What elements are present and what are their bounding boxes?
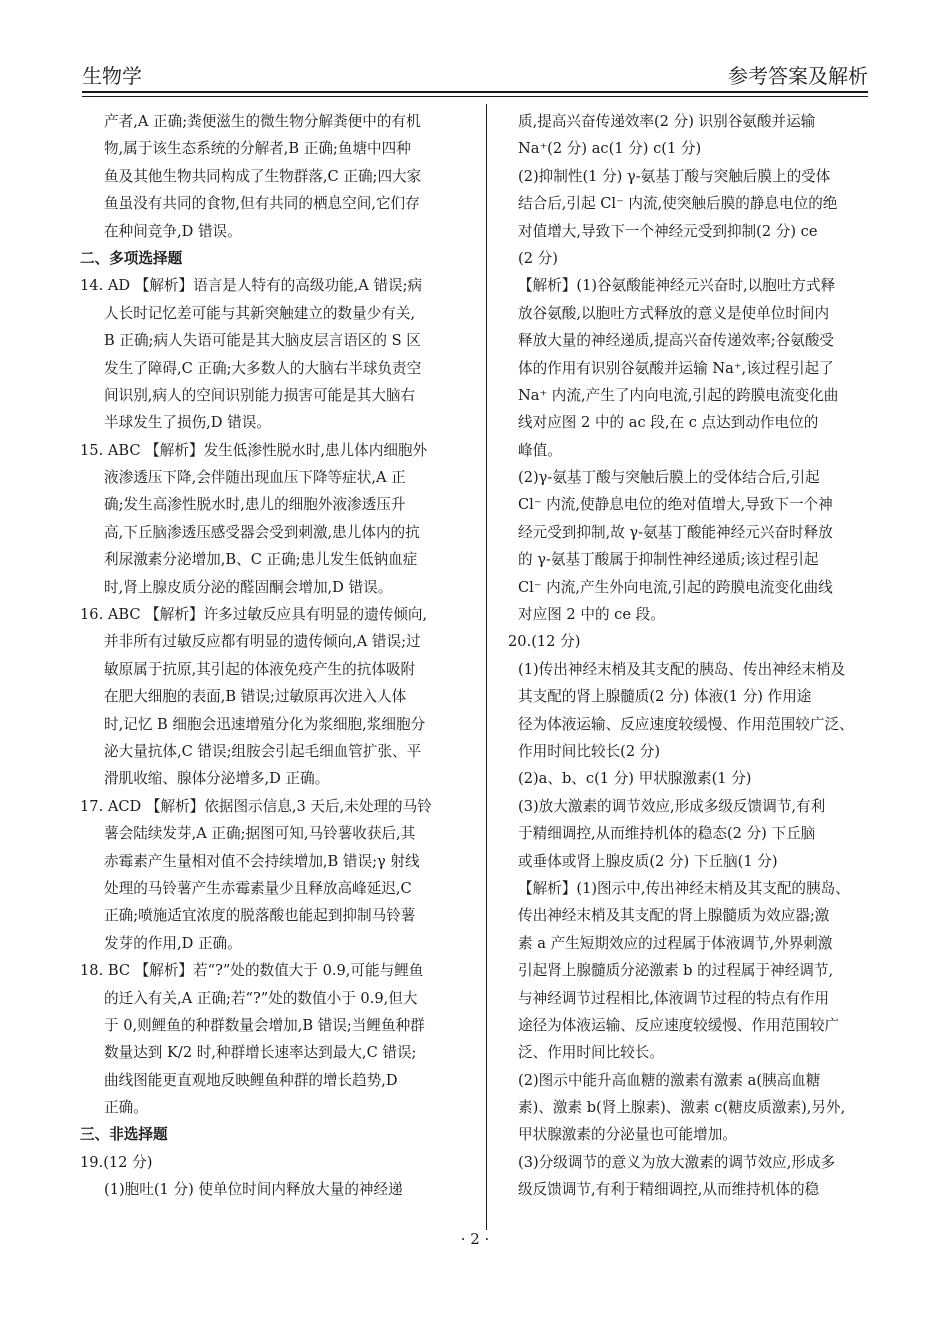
text-line: 级反馈调节,有利于精细调控,从而维持机体的稳 — [518, 1181, 820, 1199]
text-line: 在肥大细胞的表面,B 错误;过敏原再次进入人体 — [104, 688, 407, 706]
text-line: 19.(12 分) — [80, 1153, 153, 1171]
text-line: 确;发生高渗性脱水时,患儿的细胞外液渗透压升 — [104, 496, 406, 514]
page-header — [82, 58, 868, 90]
text-line: 利尿激素分泌增加,B、C 正确;患儿发生低钠血症 — [104, 551, 418, 569]
text-line: 或垂体或肾上腺皮质(2 分) 下丘脑(1 分) — [518, 852, 778, 870]
right-column — [508, 108, 874, 1204]
text-line: 素)、激素 b(肾上腺素)、激素 c(糖皮质激素),另外, — [518, 1099, 846, 1117]
text-line: 正确;喷施适宜浓度的脱落酸也能起到抑制马铃薯 — [104, 907, 416, 925]
text-line: 引起肾上腺髓质分泌激素 b 的过程属于神经调节, — [518, 962, 834, 980]
text-line: 【解析】(1)谷氨酸能神经元兴奋时,以胞吐方式释 — [518, 277, 836, 295]
text-line: 释放大量的神经递质,提高兴奋传递效率;谷氨酸受 — [518, 332, 835, 350]
text-line: 曲线图能更直观地反映鲤鱼种群的增长趋势,D — [104, 1071, 398, 1089]
text-line: Cl⁻ 内流,使静息电位的绝对值增大,导致下一个神 — [518, 496, 833, 514]
text-line: 14. AD 【解析】语言是人特有的高级功能,A 错误;病 — [80, 277, 423, 295]
text-line: 产者,A 正确;粪便滋生的微生物分解粪便中的有机 — [104, 113, 421, 130]
text-line: 物,属于该生态系统的分解者,B 正确;鱼塘中四种 — [104, 140, 411, 158]
column-divider — [486, 104, 487, 1230]
header-title: 参考答案及解析 — [728, 64, 868, 88]
text-line: 泛、作用时间比较长。 — [518, 1044, 664, 1062]
text-line: 15. ABC 【解析】发生低渗性脱水时,患儿体内细胞外 — [80, 441, 428, 459]
text-line: 传出神经末梢及其支配的肾上腺髓质为效应器;激 — [518, 907, 830, 925]
text-line: 对应图 2 中的 ce 段。 — [518, 606, 665, 624]
text-line: 数量达到 K/2 时,种群增长速率达到最大,C 错误; — [104, 1044, 417, 1062]
text-line: 时,记忆 B 细胞会迅速增殖分化为浆细胞,浆细胞分 — [104, 715, 426, 733]
text-line: (2)图示中能升高血糖的激素有激素 a(胰高血糖 — [518, 1071, 821, 1089]
text-line: 泌大量抗体,C 错误;组胺会引起毛细血管扩张、平 — [104, 742, 422, 760]
subject-label: 生物学 — [82, 64, 142, 88]
text-line: 处理的马铃薯产生赤霉素量少且释放高峰延迟,C — [104, 879, 412, 897]
text-line: (1)胞吐(1 分) 使单位时间内释放大量的神经递 — [104, 1181, 403, 1199]
text-line: 发芽的作用,D 正确。 — [104, 934, 242, 952]
text-line: 敏原属于抗原,其引起的体液免疫产生的抗体吸附 — [104, 660, 416, 678]
text-line: 在种间竞争,D 错误。 — [104, 222, 242, 240]
text-line: 质,提高兴奋传递效率(2 分) 识别谷氨酸并运输 — [518, 113, 816, 130]
text-line: 发生了障碍,C 正确;大多数人的大脑右半球负责空 — [104, 359, 422, 377]
text-line: 20.(12 分) — [508, 633, 581, 651]
text-line: 鱼虽没有共同的食物,但有共同的栖息空间,它们存 — [104, 195, 420, 213]
text-line: (2)a、b、c(1 分) 甲状腺激素(1 分) — [518, 770, 752, 788]
text-line: 液渗透压下降,会伴随出现血压下降等症状,A 正 — [104, 469, 406, 487]
text-line: 径为体液运输、反应速度较缓慢、作用范围较广泛、 — [518, 715, 854, 733]
text-line: 途径为体液运输、反应速度较缓慢、作用范围较广 — [518, 1016, 840, 1034]
text-line: 作用时间比较长(2 分) — [518, 742, 661, 760]
text-line: (2 分) — [518, 249, 558, 267]
left-column — [80, 108, 468, 1204]
text-line: 滑肌收缩、腺体分泌增多,D 正确。 — [104, 770, 330, 788]
text-line: Na⁺ 内流,产生了内向电流,引起的跨膜电流变化曲 — [518, 386, 839, 404]
text-line: 高,下丘脑渗透压感受器会受到刺激,患儿体内的抗 — [104, 523, 420, 541]
text-line: 放谷氨酸,以胞吐方式释放的意义是使单位时间内 — [518, 304, 830, 322]
text-line: Cl⁻ 内流,产生外向电流,引起的跨膜电流变化曲线 — [518, 578, 833, 596]
text-line: 薯会陆续发芽,A 正确;据图可知,马铃薯收获后,其 — [104, 825, 416, 843]
text-line: 甲状腺激素的分泌量也可能增加。 — [518, 1126, 737, 1144]
text-line: 【解析】(1)图示中,传出神经末梢及其支配的胰岛、 — [518, 879, 850, 897]
section-heading: 三、非选择题 — [80, 1126, 168, 1144]
text-line: 17. ACD 【解析】依据图示信息,3 天后,未处理的马铃 — [80, 797, 432, 815]
text-line: 于 0,则鲤鱼的种群数量会增加,B 错误;当鲤鱼种群 — [104, 1016, 425, 1034]
text-line: 16. ABC 【解析】许多过敏反应具有明显的遗传倾向, — [80, 606, 428, 624]
text-line: 其支配的肾上腺髓质(2 分) 体液(1 分) 作用途 — [518, 688, 812, 706]
text-line: 鱼及其他生物共同构成了生物群落,C 正确;四大家 — [104, 167, 422, 185]
text-line: Na⁺(2 分) ac(1 分) c(1 分) — [518, 140, 702, 158]
text-line: 与神经调节过程相比,体液调节过程的特点有作用 — [518, 989, 830, 1007]
text-line: 的 γ-氨基丁酸属于抑制性神经递质;该过程引起 — [518, 551, 819, 569]
text-line: 体的作用有识别谷氨酸并运输 Na⁺,该过程引起了 — [518, 359, 834, 377]
page-number: · 2 · — [460, 1230, 490, 1248]
text-line: B 正确;病人失语可能是其大脑皮层言语区的 S 区 — [104, 332, 421, 350]
text-line: 赤霉素产生量相对值不会持续增加,B 错误;γ 射线 — [104, 852, 420, 870]
text-line: (3)放大激素的调节效应,形成多级反馈调节,有利 — [518, 797, 826, 815]
text-line: 半球发生了损伤,D 错误。 — [104, 414, 271, 432]
text-line: 人长时记忆差可能与其新突触建立的数量少有关, — [104, 304, 416, 322]
text-line: 峰值。 — [518, 441, 562, 459]
text-line: 间识别,病人的空间识别能力损害可能是其大脑右 — [104, 386, 416, 404]
text-line: 结合后,引起 Cl⁻ 内流,使突触后膜的静息电位的绝 — [518, 195, 838, 213]
text-line: 于精细调控,从而维持机体的稳态(2 分) 下丘脑 — [518, 825, 816, 843]
header-rule — [82, 91, 868, 93]
text-line: 对值增大,导致下一个神经元受到抑制(2 分) ce — [518, 222, 818, 240]
text-line: 时,肾上腺皮质分泌的醛固酮会增加,D 错误。 — [104, 578, 393, 596]
text-line: (2)γ-氨基丁酸与突触后膜上的受体结合后,引起 — [518, 469, 820, 487]
text-line: 并非所有过敏反应都有明显的遗传倾向,A 错误;过 — [104, 633, 421, 651]
text-line: 素 a 产生短期效应的过程属于体液调节,外界刺激 — [518, 934, 833, 952]
text-line: 的迁入有关,A 正确;若“?”处的数值小于 0.9,但大 — [104, 989, 418, 1007]
text-line: (1)传出神经末梢及其支配的胰岛、传出神经末梢及 — [518, 660, 846, 678]
text-line: 正确。 — [104, 1099, 148, 1117]
text-line: (3)分级调节的意义为放大激素的调节效应,形成多 — [518, 1153, 836, 1171]
text-line: 线对应图 2 中的 ac 段,在 c 点达到动作电位的 — [518, 414, 819, 432]
section-heading: 二、多项选择题 — [80, 249, 183, 267]
header-rule-thin — [82, 96, 868, 97]
text-line: 经元受到抑制,故 γ-氨基丁酸能神经元兴奋时释放 — [518, 523, 833, 541]
text-line: 18. BC 【解析】若“?”处的数值大于 0.9,可能与鲤鱼 — [80, 962, 424, 980]
text-line: (2)抑制性(1 分) γ-氨基丁酸与突触后膜上的受体 — [518, 167, 831, 185]
